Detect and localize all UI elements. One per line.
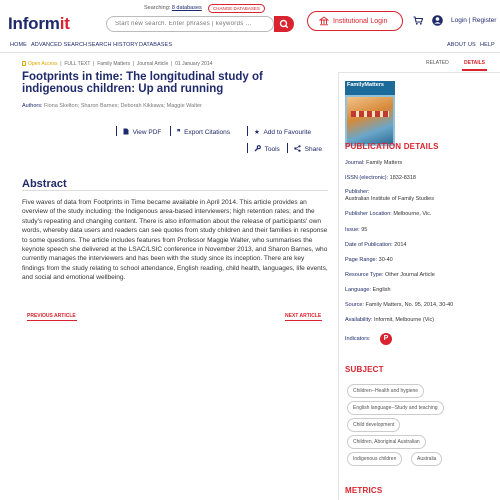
tools-button[interactable] <box>254 145 280 153</box>
action-separator <box>170 126 171 136</box>
detail-resource-type: Resource Type: Other Journal Article <box>345 272 435 278</box>
next-article-link[interactable]: NEXT ARTICLE <box>285 313 322 319</box>
share-button[interactable] <box>294 145 322 153</box>
tools-label: Tools <box>264 146 280 153</box>
user-icon[interactable] <box>432 15 443 26</box>
action-separator <box>287 143 288 153</box>
tab-details[interactable]: DETAILS <box>464 60 486 66</box>
login-register-link[interactable]: Login | Register <box>451 17 497 24</box>
action-separator <box>247 126 248 136</box>
subject-chip[interactable]: Australia <box>411 452 442 466</box>
detail-language: Language: English <box>345 287 391 293</box>
view-pdf-button[interactable] <box>123 128 161 136</box>
detail-source: Source: Family Matters, No. 95, 2014, 30-40 <box>345 302 454 308</box>
authors-list[interactable]: Fiona Skelton; Sharon Barnes; Deborah Kikkawa; Maggie Walter <box>44 103 202 109</box>
share-icon <box>294 145 301 152</box>
detail-availability: Availability: Informit, Melbourne (Vic) <box>345 317 435 323</box>
search-input[interactable] <box>115 17 275 31</box>
journal-cover-image[interactable] <box>345 81 395 146</box>
meta-journal: Family Matters <box>97 61 130 67</box>
change-databases-button[interactable]: CHANGE DATABASES <box>208 4 265 13</box>
peer-reviewed-indicator[interactable]: P <box>380 333 392 345</box>
search-box <box>106 16 274 32</box>
meta-date: 01 January 2014 <box>175 61 213 67</box>
article-title: Footprints in time: The longitudinal study of indigenous children: Up and running <box>22 71 263 95</box>
wrench-icon <box>254 145 261 152</box>
tab-details-indicator <box>462 69 487 71</box>
export-citations-button[interactable] <box>177 128 230 136</box>
search-button[interactable] <box>274 16 294 32</box>
cart-icon[interactable] <box>413 16 423 25</box>
previous-article-underline <box>27 320 77 321</box>
quote-icon: ❞ <box>177 129 181 136</box>
header-divider <box>0 52 500 53</box>
detail-location: Publisher Location: Melbourne, Vic. <box>345 211 432 217</box>
searching-status <box>144 5 202 11</box>
subject-heading: SUBJECT <box>345 365 384 374</box>
subject-chip[interactable]: Children, Aboriginal Australian <box>347 435 426 449</box>
meta-type: Journal Article <box>136 61 169 67</box>
nav-search-history[interactable]: SEARCH HISTORY <box>88 42 139 48</box>
cover-artwork <box>347 97 393 144</box>
nav-help[interactable]: HELP <box>480 42 495 48</box>
share-label: Share <box>304 146 322 153</box>
detail-issue: Issue: 95 <box>345 227 368 233</box>
export-citations-label: Export Citations <box>184 129 231 136</box>
view-pdf-label: View PDF <box>132 129 162 136</box>
detail-publisher: Publisher: Australian Institute of Family Studies <box>345 189 434 202</box>
article-meta: Open Access | FULL TEXT | Family Matters | Journal Article | 01 January 2014 <box>22 61 212 67</box>
searching-label: Searching: <box>144 5 171 11</box>
nav-home[interactable]: HOME <box>10 42 27 48</box>
nav-advanced-search[interactable]: ADVANCED SEARCH <box>31 42 88 48</box>
detail-journal: Journal: Family Matters <box>345 160 403 166</box>
subject-chip[interactable]: Indigenous children <box>347 452 402 466</box>
detail-pages: Page Range: 30-40 <box>345 257 393 263</box>
meta-fulltext: FULL TEXT <box>64 61 91 67</box>
tab-related[interactable]: RELATED <box>426 60 449 66</box>
add-favourite-button[interactable] <box>254 128 311 136</box>
detail-issn: ISSN (electronic): 1832-8318 <box>345 175 416 181</box>
nav-databases[interactable]: DATABASES <box>139 42 173 48</box>
pdf-icon <box>123 128 129 135</box>
action-separator <box>247 143 248 153</box>
detail-indicators: Indicators: <box>345 336 371 342</box>
authors-line <box>22 103 202 109</box>
institution-icon <box>319 16 329 26</box>
cover-title: FamilyMatters <box>345 81 395 95</box>
add-favourite-label: Add to Favourite <box>263 129 312 136</box>
open-lock-icon <box>22 61 26 66</box>
abstract-heading: Abstract <box>22 178 67 190</box>
previous-article-link[interactable]: PREVIOUS ARTICLE <box>27 313 76 319</box>
abstract-text: Five waves of data from Footprints in Time became available in April 2014. This article provides an overview of the study including: the Indigenous area-based interviewers; high retention rates; and the study's repeating and changing content. There is also information about the release of participants' own words, whereby data users and readers can see quotes from study children and their families in response to some questions. The article includes features from Professor Maggie Walter, who summarises the keynote speech she delivered at the LSAC/LSIC conference in November 2013, and Sharon Barnes, who currently manages the interviewers and has been with the study since its inception. There are key findings from the study relating to school attendance, English reading, child health, languages, life events, and social and emotional wellbeing. <box>22 199 328 282</box>
authors-label: Authors: <box>22 103 43 109</box>
informit-logo[interactable]: Informit <box>8 14 70 33</box>
metrics-heading: METRICS <box>345 486 383 495</box>
action-separator <box>116 126 117 136</box>
institutional-login-label: Institutional Login <box>333 18 388 25</box>
institutional-login-button[interactable] <box>307 11 403 31</box>
search-icon <box>274 16 294 32</box>
publication-details-heading: PUBLICATION DETAILS <box>345 142 439 151</box>
nav-about-us[interactable]: ABOUT US <box>447 42 476 48</box>
detail-date: Date of Publication: 2014 <box>345 242 407 248</box>
next-article-underline <box>285 320 322 321</box>
star-icon: ★ <box>254 129 260 136</box>
subject-chip[interactable]: Children--Health and hygiene <box>347 384 424 398</box>
abstract-divider <box>22 190 328 191</box>
database-count-link[interactable]: 8 databases <box>171 5 202 11</box>
subject-chip[interactable]: Child development <box>347 418 400 432</box>
cover-pattern <box>351 111 389 117</box>
open-access-label: Open Access <box>28 61 58 67</box>
subject-chip[interactable]: English language--Study and teaching <box>347 401 444 415</box>
